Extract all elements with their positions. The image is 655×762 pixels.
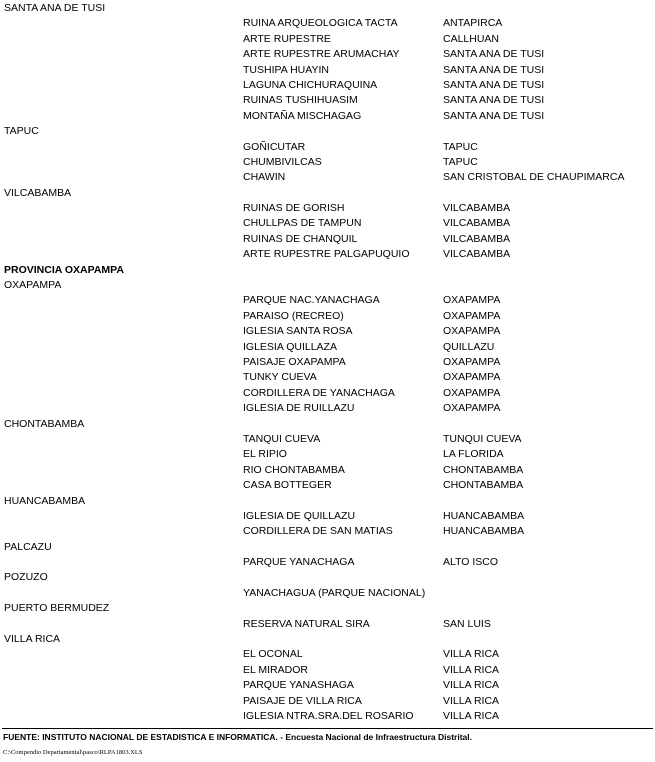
attraction-name: CHULLPAS DE TAMPUN	[243, 217, 362, 230]
attraction-location: VILCABAMBA	[443, 248, 511, 261]
attraction-location: LA FLORIDA	[443, 448, 504, 461]
attraction-row	[0, 509, 655, 524]
attraction-row	[0, 447, 655, 462]
attraction-location: ALTO ISCO	[443, 556, 499, 569]
district-heading	[0, 124, 655, 139]
attraction-row	[0, 386, 655, 401]
attraction-location: SANTA ANA DE TUSI	[443, 94, 545, 107]
attraction-location: SANTA ANA DE TUSI	[443, 109, 545, 122]
attraction-row	[0, 201, 655, 216]
district-heading	[0, 494, 655, 509]
attraction-row	[0, 93, 655, 108]
attractions-table	[0, 1, 655, 724]
attraction-name: PAISAJE DE VILLA RICA	[243, 694, 362, 707]
attraction-row	[0, 555, 655, 570]
attraction-location: SANTA ANA DE TUSI	[443, 48, 545, 61]
attraction-location: QUILLAZU	[443, 340, 495, 353]
attraction-row	[0, 309, 655, 324]
district-name: HUANCABAMBA	[4, 494, 86, 507]
attraction-location: VILLA RICA	[443, 679, 500, 692]
attraction-row	[0, 47, 655, 62]
attraction-row	[0, 109, 655, 124]
district-name: VILCABAMBA	[4, 186, 72, 199]
attraction-location: CHONTABAMBA	[443, 463, 524, 476]
district-name: CHONTABAMBA	[4, 417, 85, 430]
district-name: TAPUC	[4, 125, 39, 138]
attraction-location: HUANCABAMBA	[443, 509, 525, 522]
attraction-name: GOÑICUTAR	[243, 140, 306, 153]
district-heading	[0, 278, 655, 293]
attraction-location: VILCABAMBA	[443, 217, 511, 230]
attraction-name: IGLESIA NTRA.SRA.DEL ROSARIO	[243, 709, 414, 722]
attraction-row	[0, 32, 655, 47]
attraction-row	[0, 586, 655, 601]
attraction-name: RUINAS TUSHIHUASIM	[243, 94, 358, 107]
attraction-name: PAISAJE OXAPAMPA	[243, 355, 346, 368]
attraction-row	[0, 647, 655, 662]
district-name: VILLA RICA	[4, 633, 61, 646]
attraction-location: OXAPAMPA	[443, 371, 501, 384]
attraction-row	[0, 678, 655, 693]
footer-divider	[2, 728, 653, 729]
attraction-location: VILLA RICA	[443, 694, 500, 707]
attraction-location: HUANCABAMBA	[443, 525, 525, 538]
attraction-name: RIO CHONTABAMBA	[243, 463, 345, 476]
attraction-name: PARAISO (RECREO)	[243, 309, 344, 322]
attraction-row	[0, 324, 655, 339]
attraction-row	[0, 293, 655, 308]
attraction-name: TANQUI CUEVA	[243, 432, 321, 445]
attraction-name: IGLESIA SANTA ROSA	[243, 325, 353, 338]
attraction-name: PARQUE YANACHAGA	[243, 556, 355, 569]
district-heading	[0, 570, 655, 585]
district-name: PALCAZU	[4, 540, 52, 553]
district-name: POZUZO	[4, 571, 48, 584]
attraction-name: LAGUNA CHICHURAQUINA	[243, 78, 378, 91]
attraction-name: MONTAÑA MISCHAGAG	[243, 109, 362, 122]
district-heading	[0, 186, 655, 201]
district-heading	[0, 1, 655, 16]
attraction-location: OXAPAMPA	[443, 355, 501, 368]
attraction-name: RUINAS DE GORISH	[243, 202, 345, 215]
attraction-row	[0, 401, 655, 416]
attraction-row	[0, 170, 655, 185]
attraction-name: ARTE RUPESTRE PALGAPUQUIO	[243, 248, 410, 261]
attraction-name: TUSHIPA HUAYIN	[243, 63, 329, 76]
attraction-name: IGLESIA QUILLAZA	[243, 340, 337, 353]
attraction-location: OXAPAMPA	[443, 325, 501, 338]
attraction-row	[0, 694, 655, 709]
attraction-location: OXAPAMPA	[443, 402, 501, 415]
attraction-location: CHONTABAMBA	[443, 479, 524, 492]
attraction-location: SANTA ANA DE TUSI	[443, 63, 545, 76]
attraction-location: OXAPAMPA	[443, 386, 501, 399]
province-heading	[0, 263, 655, 278]
attraction-location: OXAPAMPA	[443, 309, 501, 322]
attraction-row	[0, 524, 655, 539]
district-name: PUERTO BERMUDEZ	[4, 602, 110, 615]
attraction-location: VILCABAMBA	[443, 232, 511, 245]
attraction-row	[0, 478, 655, 493]
attraction-name: IGLESIA DE QUILLAZU	[243, 509, 356, 522]
attraction-row	[0, 78, 655, 93]
attraction-location: VILCABAMBA	[443, 202, 511, 215]
attraction-name: YANACHAGUA (PARQUE NACIONAL)	[243, 586, 426, 599]
attraction-name: CORDILLERA DE YANACHAGA	[243, 386, 395, 399]
attraction-row	[0, 216, 655, 231]
attraction-location: SANTA ANA DE TUSI	[443, 78, 545, 91]
province-name: PROVINCIA OXAPAMPA	[4, 263, 124, 276]
attraction-row	[0, 463, 655, 478]
attraction-name: CASA BOTTEGER	[243, 479, 332, 492]
attraction-row	[0, 63, 655, 78]
attraction-location: TAPUC	[443, 140, 478, 153]
attraction-name: EL RIPIO	[243, 448, 287, 461]
attraction-location: SAN LUIS	[443, 617, 491, 630]
attraction-name: RUINA ARQUEOLOGICA TACTA	[243, 17, 398, 30]
district-name: SANTA ANA DE TUSI	[4, 2, 106, 14]
source-note: FUENTE: INSTITUTO NACIONAL DE ESTADISTICA E INFORMATICA. - Encuesta Nacional de Infraestructura Distrital.	[3, 732, 472, 742]
attraction-row	[0, 16, 655, 31]
attraction-location: ANTAPIRCA	[443, 17, 503, 30]
attraction-row	[0, 155, 655, 170]
attraction-name: PARQUE YANASHAGA	[243, 679, 354, 692]
district-heading	[0, 632, 655, 647]
attraction-row	[0, 140, 655, 155]
attraction-name: CORDILLERA DE SAN MATIAS	[243, 525, 393, 538]
attraction-location: VILLA RICA	[443, 663, 500, 676]
attraction-location: OXAPAMPA	[443, 294, 501, 307]
attraction-name: EL MIRADOR	[243, 663, 308, 676]
attraction-name: TUNKY CUEVA	[243, 371, 317, 384]
attraction-name: EL OCONAL	[243, 648, 303, 661]
attraction-location: TAPUC	[443, 155, 478, 168]
attraction-name: PARQUE NAC.YANACHAGA	[243, 294, 380, 307]
attraction-location: SAN CRISTOBAL DE CHAUPIMARCA	[443, 171, 625, 184]
file-path: C:\Compendio Departamental\pasco\RLPA1803.XLS	[3, 749, 143, 756]
attraction-row	[0, 232, 655, 247]
attraction-row	[0, 340, 655, 355]
attraction-location: CALLHUAN	[443, 32, 500, 45]
attraction-row	[0, 663, 655, 678]
attraction-name: IGLESIA DE RUILLAZU	[243, 402, 355, 415]
attraction-name: RESERVA NATURAL SIRA	[243, 617, 370, 630]
attraction-name: ARTE RUPESTRE	[243, 32, 331, 45]
district-name: OXAPAMPA	[4, 279, 62, 292]
district-heading	[0, 417, 655, 432]
attraction-location: VILLA RICA	[443, 648, 500, 661]
attraction-name: RUINAS DE CHANQUIL	[243, 232, 358, 245]
attraction-name: ARTE RUPESTRE ARUMACHAY	[243, 48, 400, 61]
attraction-name: CHAWIN	[243, 171, 286, 184]
district-heading	[0, 601, 655, 616]
attraction-location: TUNQUI CUEVA	[443, 432, 522, 445]
attraction-row	[0, 247, 655, 262]
attraction-row	[0, 370, 655, 385]
attraction-row	[0, 432, 655, 447]
district-heading	[0, 540, 655, 555]
attraction-location: VILLA RICA	[443, 709, 500, 722]
attraction-row	[0, 355, 655, 370]
attraction-name: CHUMBIVILCAS	[243, 155, 322, 168]
attraction-row	[0, 617, 655, 632]
attraction-row	[0, 709, 655, 724]
